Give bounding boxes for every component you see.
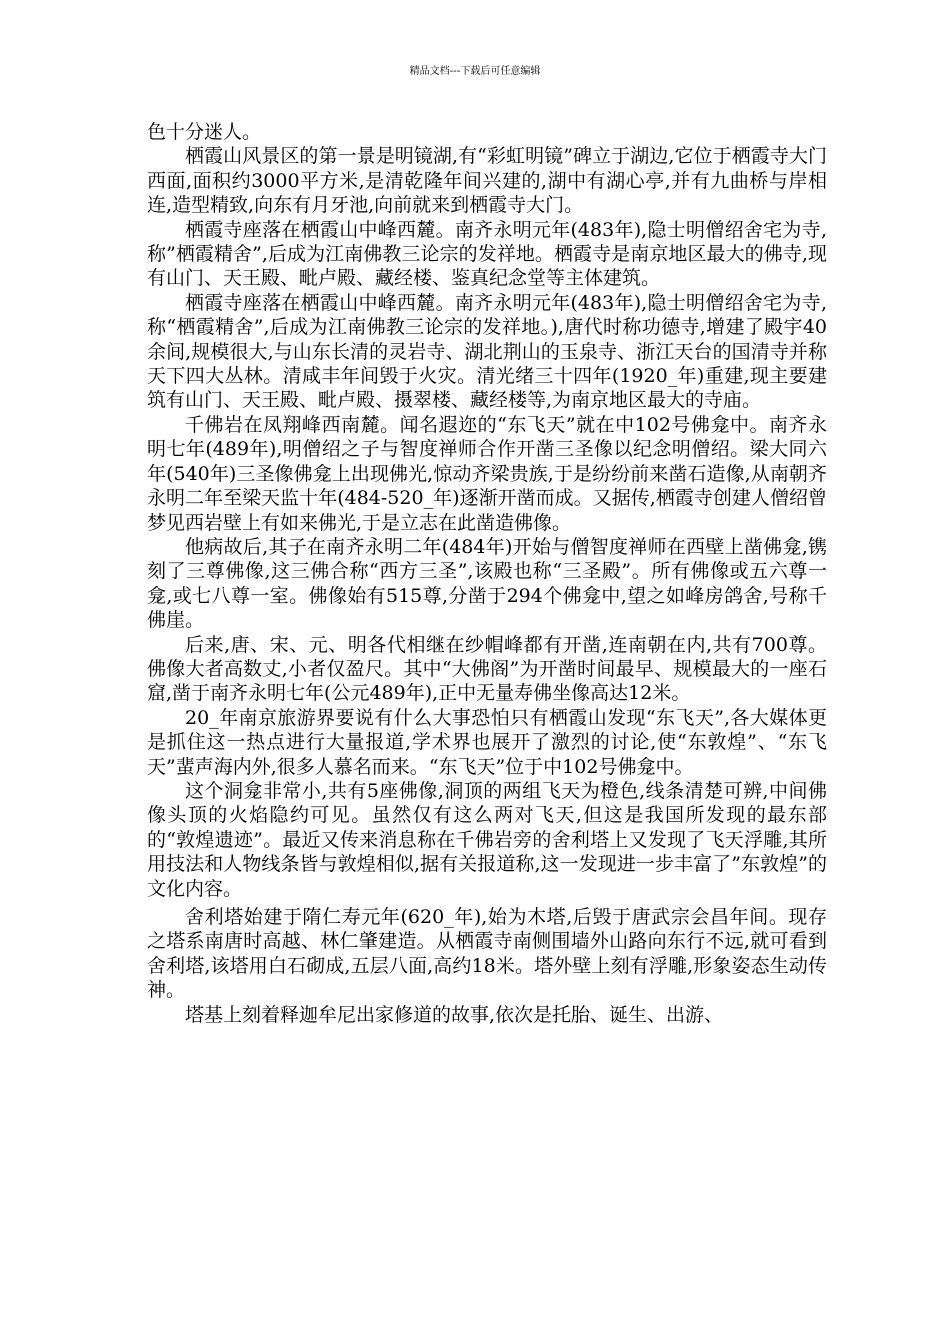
paragraph: 这个洞龛非常小,共有5座佛像,洞顶的两组飞天为橙色,线条清楚可辨,中间佛像头顶的火焰隐约可见。虽然仅有这么两对飞天,但这是我国所发现的最东部的“敦煌遗迹”。最近又传来消息称在千佛岩旁的舍利塔上又发现了飞天浮雕,其所用技法和人物线条皆与敦煌相似,据有关报道称,这一发现进一步丰富了”东敦煌”的文化内容。 [147,779,827,900]
paragraph: 他病故后,其子在南齐永明二年(484年)开始与僧智度禅师在西壁上凿佛龛,镌刻了三尊佛像,这三佛合称“西方三圣”,该殿也称“三圣殿”。所有佛像或五六尊一龛,或七八尊一室。佛像始有515尊,分凿于294个佛龛中,望之如峰房鸽舍,号称千佛崖。 [147,535,827,632]
paragraph: 栖霞寺座落在栖霞山中峰西麓。南齐永明元年(483年),隐士明僧绍舍宅为寺,称“栖霞精舍”,后成为江南佛教三论宗的发祥地。),唐代时称功德寺,增建了殿宇40余间,规模很大,与山东长清的灵岩寺、湖北荆山的玉泉寺、浙江天台的国清寺并称天下四大丛林。清咸丰年间毁于火灾。清光绪三十四年(1920_年)重建,现主要建筑有山门、天王殿、毗卢殿、摄翠楼、藏经楼等,为南京地区最大的寺庙。 [147,291,827,412]
paragraph: 20_年南京旅游界要说有什么大事恐怕只有栖霞山发现“东飞天”,各大媒体更是抓住这一热点进行大量报道,学术界也展开了激烈的讨论,使“东敦煌”、“东飞天”蜚声海内外,很多人慕名而来。“东飞天”位于中102号佛龛中。 [147,706,827,778]
paragraph: 色十分迷人。 [147,121,262,143]
paragraph: 栖霞寺座落在栖霞山中峰西麓。南齐永明元年(483年),隐士明僧绍舍宅为寺,称”栖霞精舍”,后成为江南佛教三论宗的发祥地。栖霞寺是南京地区最大的佛寺,现有山门、天王殿、毗卢殿、藏经楼、鉴真纪念堂等主体建筑。 [147,218,827,290]
paragraph: 塔基上刻着释迦牟尼出家修道的故事,依次是托胎、诞生、出游、 [185,1003,724,1026]
paragraph: 栖霞山风景区的第一景是明镜湖,有“彩虹明镜”碑立于湖边,它位于栖霞寺大门西面,面积约3000平方米,是清乾隆年间兴建的,湖中有湖心亭,并有九曲桥与岸相连,造型精致,向东有月牙池,向前就来到栖霞寺大门。 [147,145,827,217]
page-header: 精品文档---下载后可任意编辑 [409,66,541,77]
paragraph: 舍利塔始建于隋仁寿元年(620_年),始为木塔,后毁于唐武宗会昌年间。现存之塔系南唐时高越、林仁肇建造。从栖霞寺南侧围墙外山路向东行不远,就可看到舍利塔,该塔用白石砌成,五层八面,高约18米。塔外壁上刻有浮雕,形象姿态生动传神。 [147,906,827,1002]
document-body [147,120,827,1027]
paragraph: 千佛岩在凤翔峰西南麓。闻名遐迩的“东飞天”就在中102号佛龛中。南齐永明七年(489年),明僧绍之子与智度禅师合作开凿三圣像以纪念明僧绍。梁大同六年(540年)三圣像佛龛上出现佛光,惊动齐梁贵族,于是纷纷前来凿石造像,从南朝齐永明二年至梁天监十年(484-520_年)逐渐开凿而成。又据传,栖霞寺创建人僧绍曾梦见西岩壁上有如来佛光,于是立志在此凿造佛像。 [147,413,827,534]
paragraph: 后来,唐、宋、元、明各代相继在纱帽峰都有开凿,连南朝在内,共有700尊。佛像大者高数丈,小者仅盈尺。其中“大佛阁”为开凿时间最早、规模最大的一座石窟,凿于南齐永明七年(公元489年),正中无量寿佛坐像高达12米。 [147,633,827,705]
